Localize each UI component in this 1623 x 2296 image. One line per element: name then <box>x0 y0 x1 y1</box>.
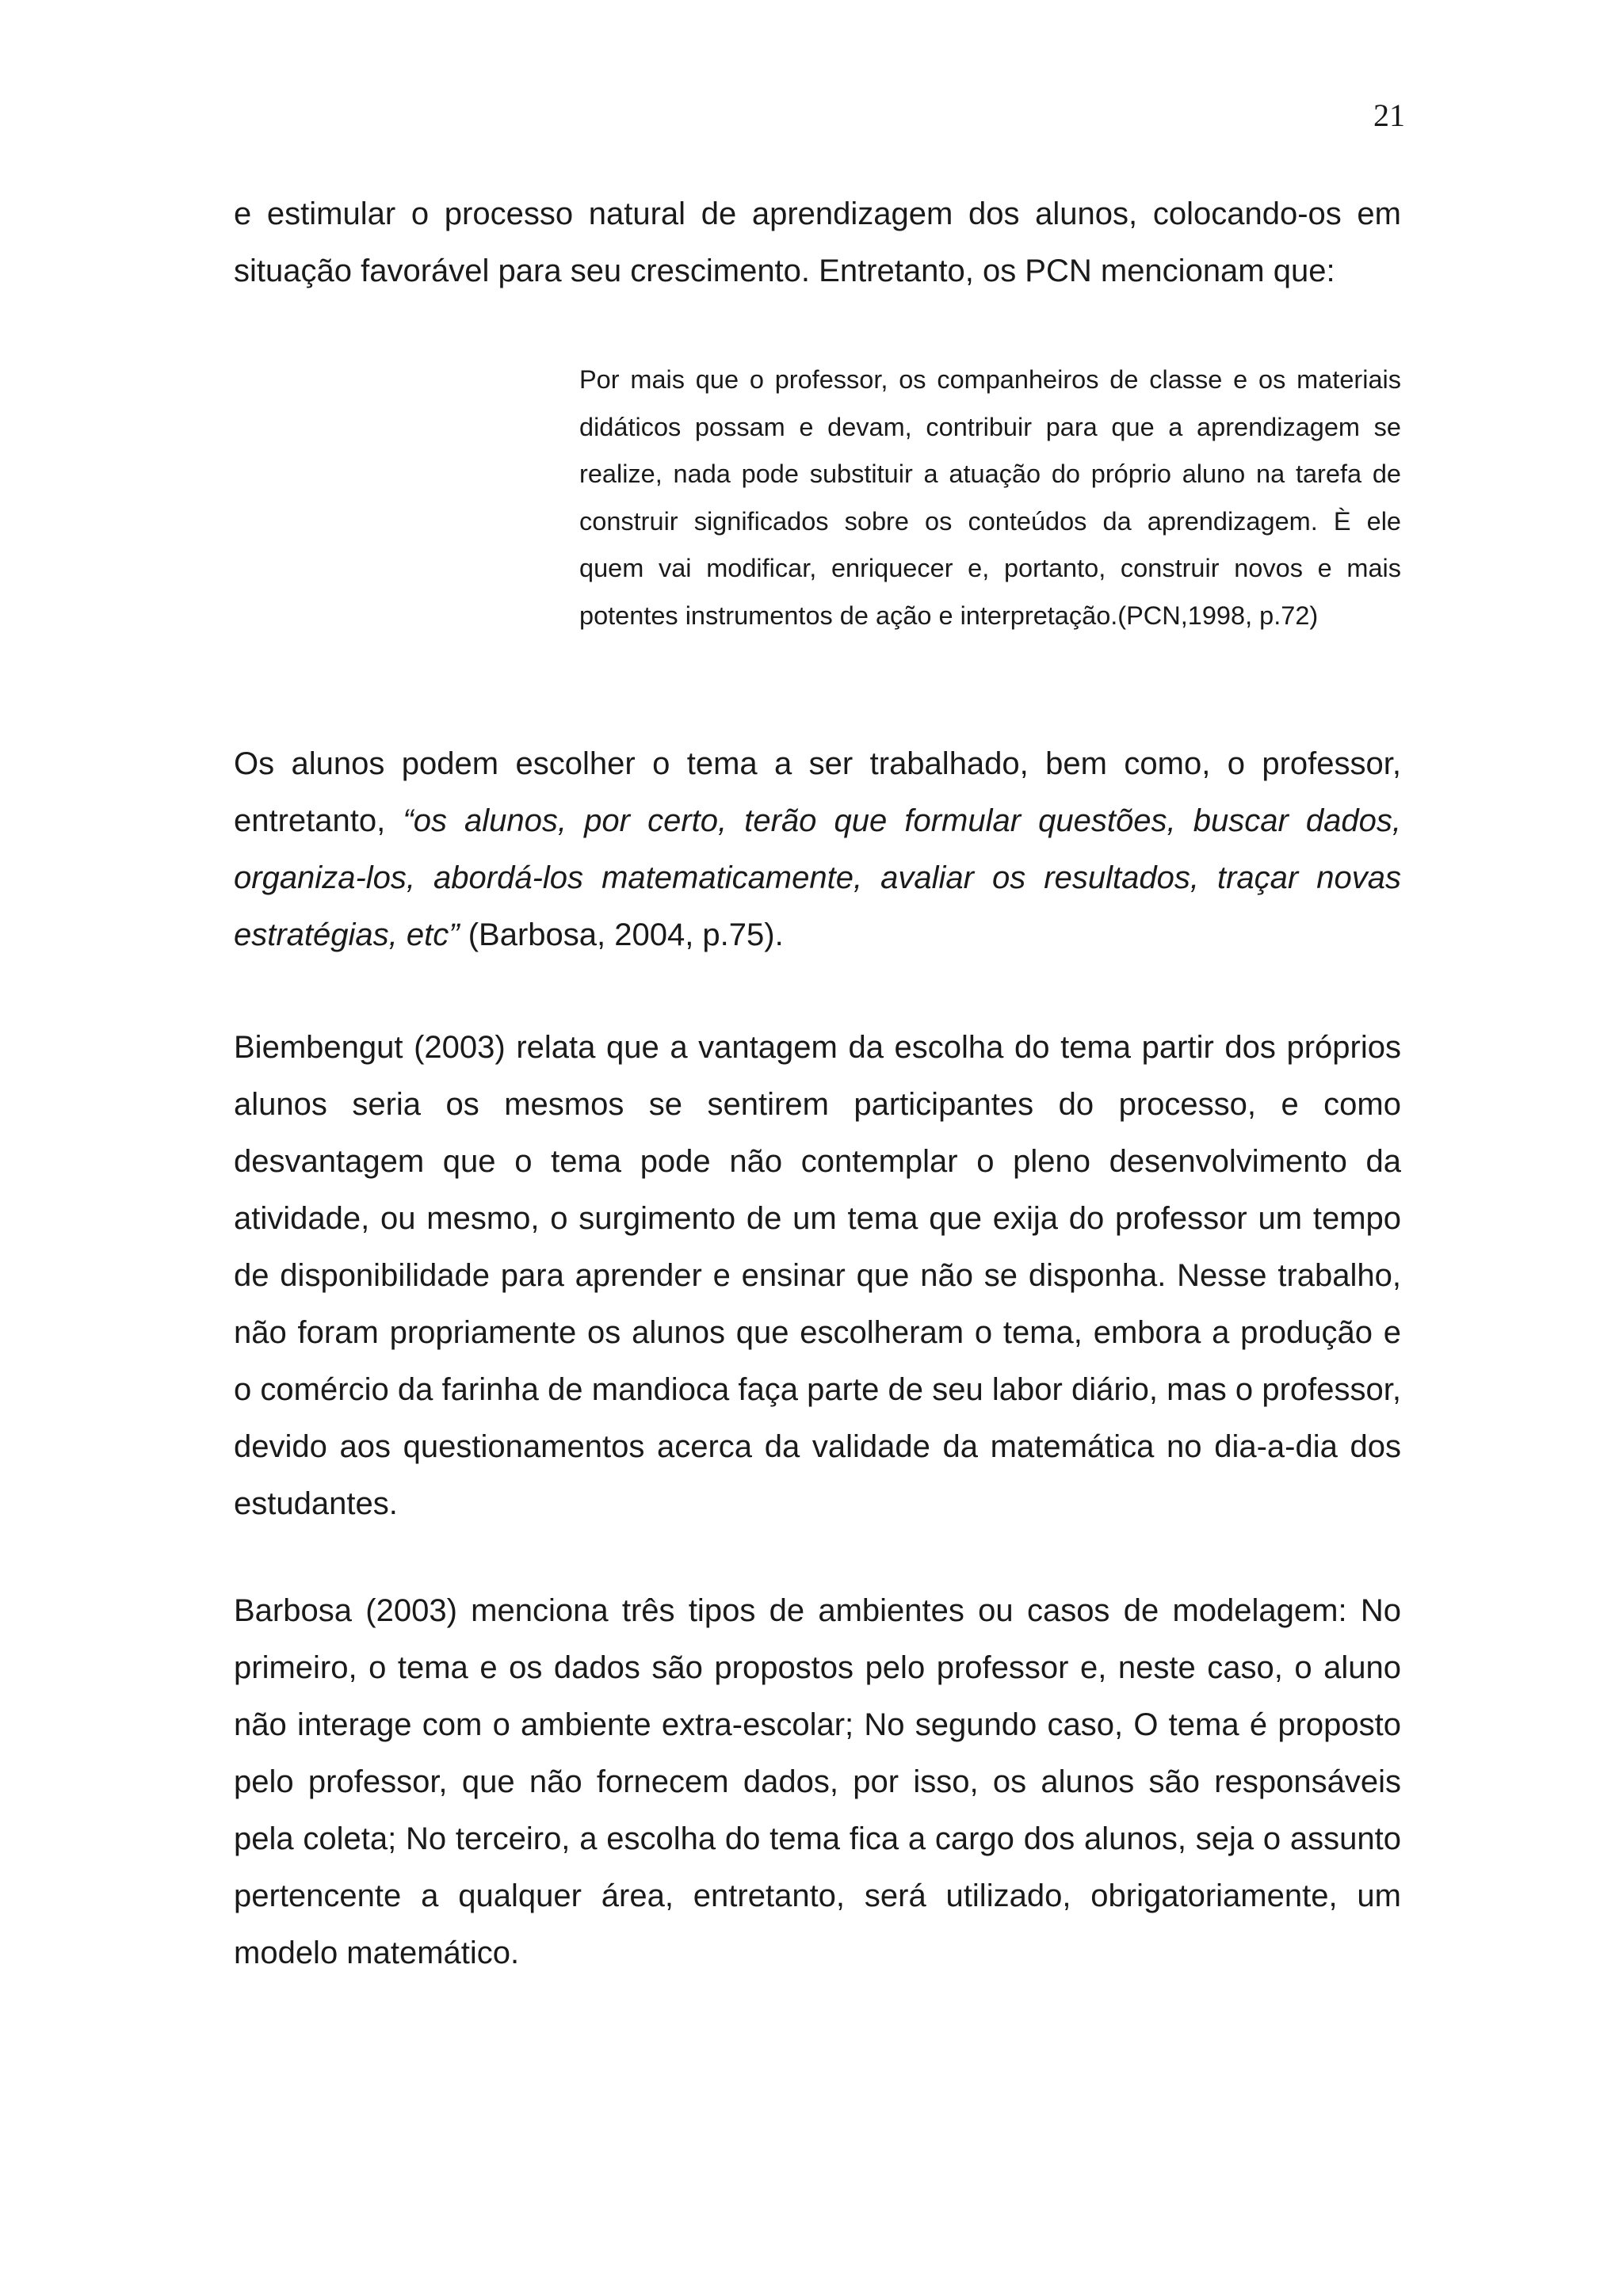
paragraph-alunos <box>234 735 1401 963</box>
paragraph-alunos-citation: (Barbosa, 2004, p.75). <box>459 917 784 952</box>
paragraph-biembengut: Biembengut (2003) relata que a vantagem da escolha do tema partir dos próprios alunos seria os mesmos se sentirem participantes do processo, e como desvantagem que o tema pode não contemplar o pleno desenvolvimento da atividade, ou mesmo, o surgimento de um tema que exija do professor um tempo de disponibilidade para aprender e ensinar que não se disponha. Nesse trabalho, não foram propriamente os alunos que escolheram o tema, embora a produção e o comércio da farinha de mandioca faça parte de seu labor diário, mas o professor, devido aos questionamentos acerca da validade da matemática no dia-a-dia dos estudantes. <box>234 1030 1401 1521</box>
paragraph-continuation: e estimular o processo natural de aprendizagem dos alunos, colocando-os em situação favorável para seu crescimento. Entretanto, os PCN mencionam que: <box>234 196 1401 288</box>
paragraph-alunos-quote: “os alunos, por certo, terão que formular questões, buscar dados, organiza-los, abordá-los matematicamente, avaliar os resultados, traçar novas estratégias, etc” <box>234 803 1401 952</box>
paragraph-barbosa: Barbosa (2003) menciona três tipos de ambientes ou casos de modelagem: No primeiro, o tema e os dados são propostos pelo professor e, neste caso, o aluno não interage com o ambiente extra-escolar; No segundo caso, O tema é proposto pelo professor, que não fornecem dados, por isso, os alunos são responsáveis pela coleta; No terceiro, a escolha do tema fica a cargo dos alunos, seja o assunto pertencente a qualquer área, entretanto, será utilizado, obrigatoriamente, um modelo matemático. <box>234 1593 1401 1970</box>
paragraph-alunos-lead: Os alunos podem escolher o tema a ser trabalhado, bem como, o professor, entretanto, <box>234 746 1401 838</box>
page-number: 21 <box>1373 97 1405 133</box>
block-quote: Por mais que o professor, os companheiros de classe e os materiais didáticos possam e devam, contribuir para que a aprendizagem se realize, nada pode substituir a atuação do próprio aluno na tarefa de construir significados sobre os conteúdos da aprendizagem. È ele quem vai modificar, enriquecer e, portanto, construir novos e mais potentes instrumentos de ação e interpretação.(PCN,1998, p.72) <box>579 365 1401 630</box>
